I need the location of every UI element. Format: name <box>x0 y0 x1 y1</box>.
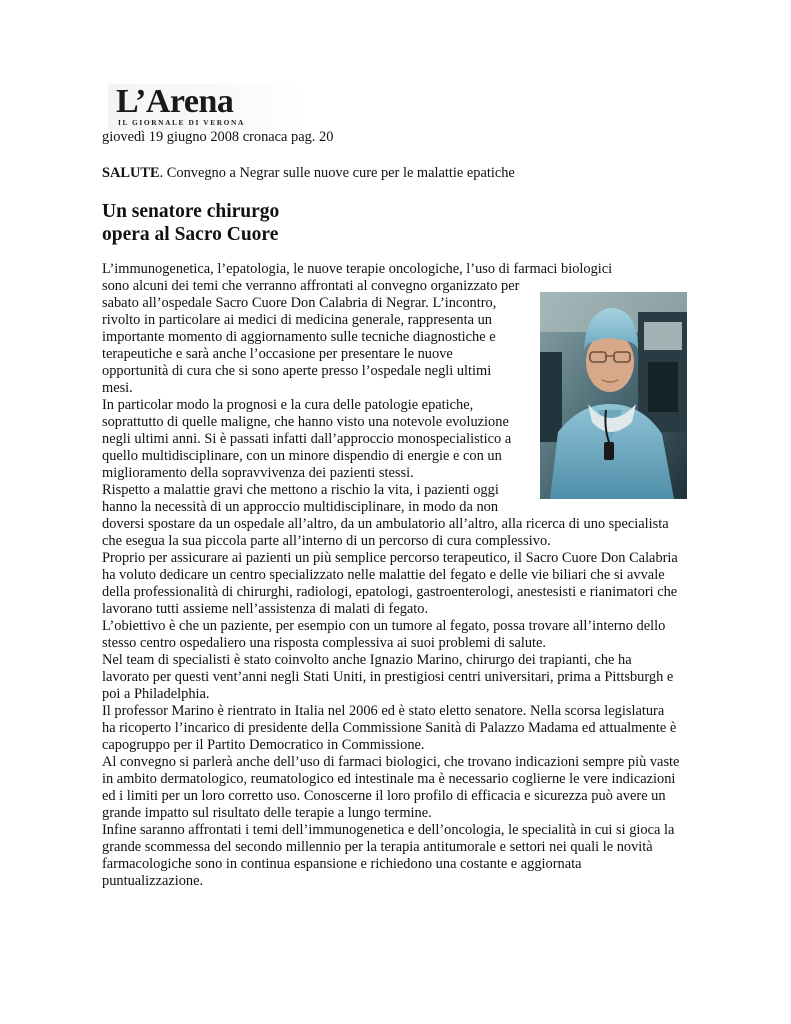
body-line: opportunità di cura che si sono aperte presso l’ospedale negli ultimi <box>102 363 492 379</box>
body-line: grande scommessa del secondo millennio per la terapia antitumorale e settori nei quali le novità <box>102 839 653 855</box>
body-line: In particolar modo la prognosi e la cura delle patologie epatiche, <box>102 397 474 413</box>
body-line: terapeutiche e sarà anche l’occasione per presentare le nuove <box>102 346 453 362</box>
body-line: L’immunogenetica, l’epatologia, le nuove terapie oncologiche, l’uso di farmaci biologici <box>102 261 613 277</box>
body-line: negli ultimi anni. Si è passati infatti dall’approccio monospecialistico a <box>102 431 512 447</box>
body-line: lavorato per questi vent’anni negli Stati Uniti, in prestigiosi centri universitari, prima a Pittsburgh e <box>102 669 674 685</box>
body-line: che esegua la sua piccola parte all’interno di un percorso di cura complessivo. <box>102 533 551 549</box>
dateline: giovedì 19 giugno 2008 cronaca pag. 20 <box>102 129 334 145</box>
article-body <box>102 261 692 890</box>
body-line: ed i limiti per un loro corretto uso. Conoscerne il loro profilo di efficacia e sicurezza può avere un <box>102 788 666 804</box>
body-line: puntualizzazione. <box>102 873 204 889</box>
masthead-subtitle: IL GIORNALE DI VERONA <box>118 118 245 127</box>
newspaper-logo <box>108 84 304 130</box>
body-line: grande impatto sul risultato delle terapie a lungo termine. <box>102 805 432 821</box>
body-line: rivolto in particolare ai medici di medicina generale, rappresenta un <box>102 312 492 328</box>
body-line: ha voluto dedicare un centro specializzato nelle malattie del fegato e delle vie biliari che si avvale <box>102 567 665 583</box>
body-line: in ambito dermatologico, reumatologico ed intestinale ma è necessario coglierne le vere indicazioni <box>102 771 676 787</box>
body-line: lavorano tutti assieme nell’assistenza di malati di fegato. <box>102 601 429 617</box>
body-line: Infine saranno affrontati i temi dell’immunogenetica e dell’oncologia, le specialità in cui si gioca la <box>102 822 675 838</box>
body-line: importante momento di aggiornamento sulle tecniche diagnostiche e <box>102 329 496 345</box>
body-line: Proprio per assicurare ai pazienti un più semplice percorso terapeutico, il Sacro Cuore Don Calabria <box>102 550 678 566</box>
body-line: stesso centro ospedaliero una risposta complessiva ai suoi problemi di salute. <box>102 635 547 651</box>
body-line: doversi spostare da un ospedale all’altro, da un ambulatorio all’altro, alla ricerca di uno specialista <box>102 516 669 532</box>
section-line <box>102 165 515 182</box>
body-line: della professionalità di chirurghi, radiologi, epatologi, gastroenterologi, anestesisti e rianimatori che <box>102 584 678 600</box>
section-kicker: . Convegno a Negrar sulle nuove cure per le malattie epatiche <box>159 165 515 181</box>
body-line: sabato all’ospedale Sacro Cuore Don Calabria di Negrar. L’incontro, <box>102 295 497 311</box>
headline-line-1: Un senatore chirurgo <box>102 201 280 222</box>
body-line: ha ricoperto l’incarico di presidente della Commissione Sanità di Palazzo Madama ed attualmente è <box>102 720 677 736</box>
body-line: poi a Philadelphia. <box>102 686 210 702</box>
body-line: quello multidisciplinare, con un minore dispendio di energie e con un <box>102 448 502 464</box>
body-line: hanno la necessità di un approccio multidisciplinare, in modo da non <box>102 499 499 515</box>
body-line: Nel team di specialisti è stato coinvolto anche Ignazio Marino, chirurgo dei trapianti, che ha <box>102 652 632 668</box>
body-line: soprattutto di quelle maligne, che hanno visto una notevole evoluzione <box>102 414 509 430</box>
section-tag: SALUTE <box>102 165 160 181</box>
body-line: mesi. <box>102 380 133 396</box>
body-line: Rispetto a malattie gravi che mettono a rischio la vita, i pazienti oggi <box>102 482 499 498</box>
body-line: sono alcuni dei temi che verranno affrontati al convegno organizzato per <box>102 278 520 294</box>
body-line: miglioramento della sopravvivenza dei pazienti stessi. <box>102 465 414 481</box>
article-headline <box>102 201 279 246</box>
body-line: farmacologiche sono in continua espansione e richiedono una costante e aggiornata <box>102 856 582 872</box>
masthead-name: L’Arena <box>116 83 234 120</box>
body-line: Il professor Marino è rientrato in Italia nel 2006 ed è stato eletto senatore. Nella scorsa legislatura <box>102 703 665 719</box>
body-line: Al convegno si parlerà anche dell’uso di farmaci biologici, che trovano indicazioni sempre più vaste <box>102 754 680 770</box>
body-line: capogruppo per il Partito Democratico in Commissione. <box>102 737 425 753</box>
body-line: L’obiettivo è che un paziente, per esempio con un tumore al fegato, possa trovare all’interno dello <box>102 618 666 634</box>
headline-line-2: opera al Sacro Cuore <box>102 223 279 245</box>
